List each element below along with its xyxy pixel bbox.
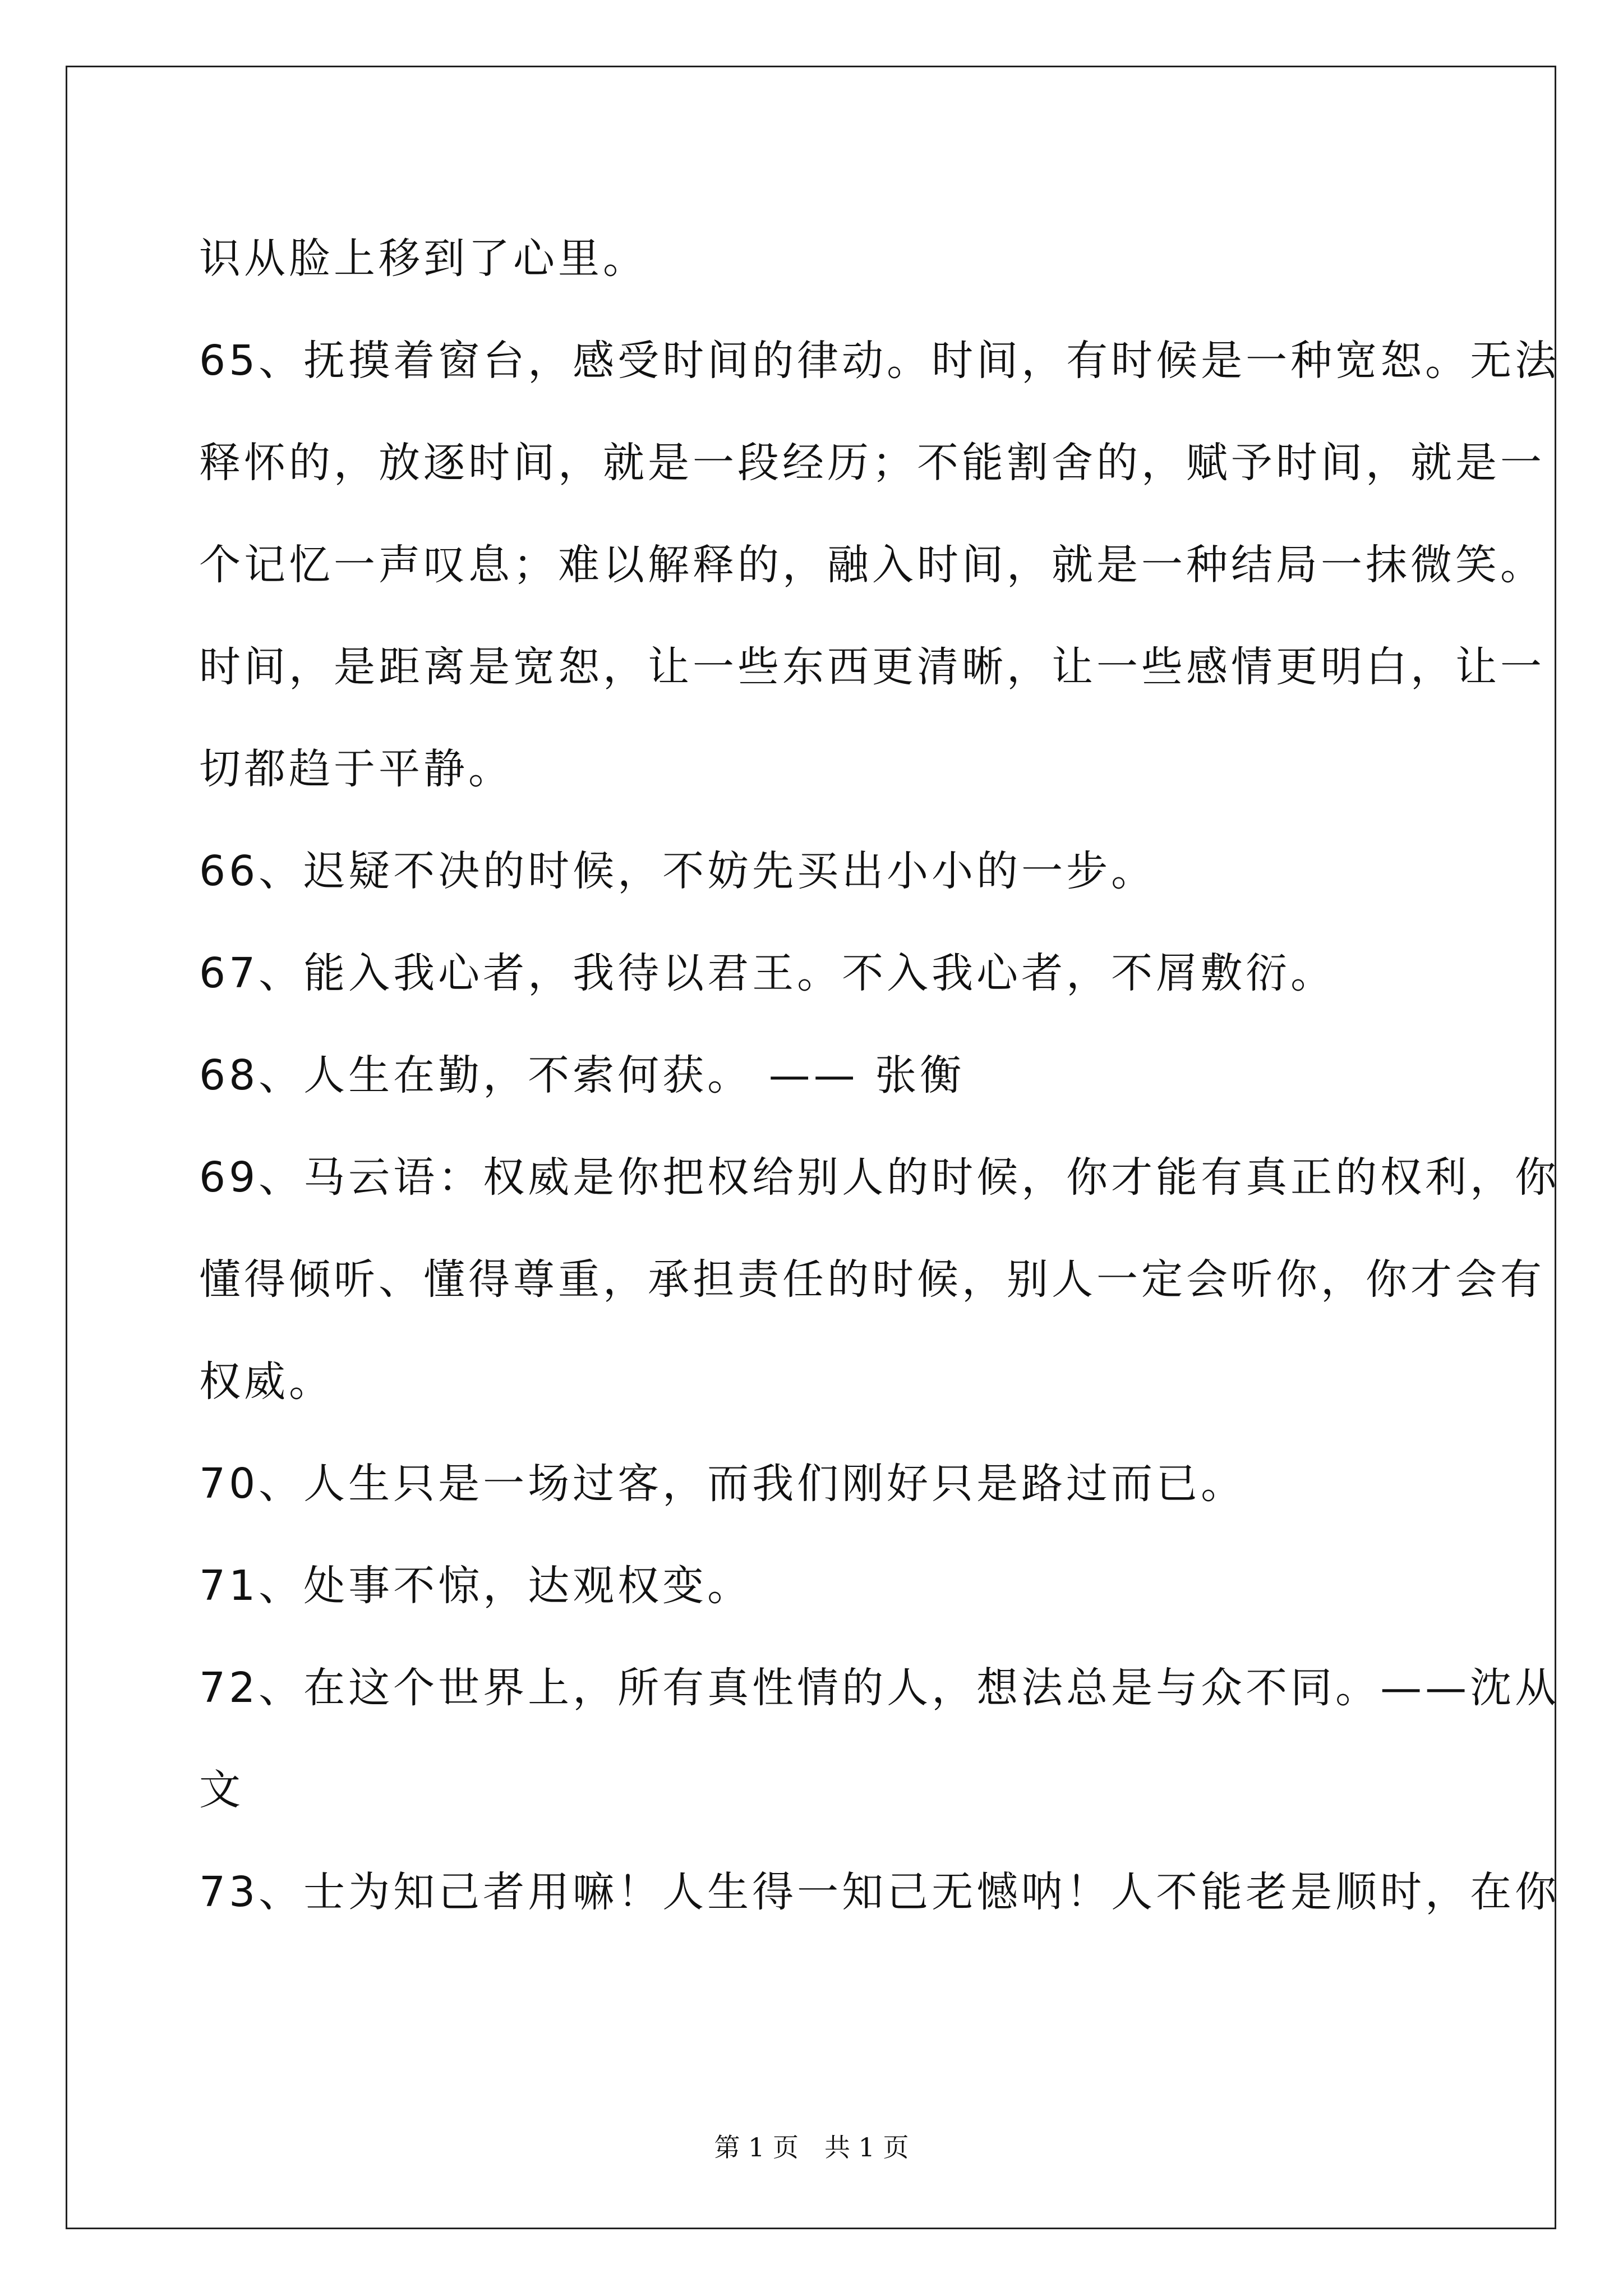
- text-line: 个记忆一声叹息；难以解释的，融入时间，就是一种结局一抹微笑。: [199, 541, 1545, 589]
- text-line: 67、能入我心者，我待以君王。不入我心者，不屑敷衍。: [199, 949, 1336, 997]
- text-line: 73、士为知己者用嘛！人生得一知己无憾呐！人不能老是顺时，在你: [199, 1868, 1560, 1916]
- text-line: 72、在这个世界上，所有真性情的人，想法总是与众不同。——沈从: [199, 1664, 1560, 1712]
- text-line: 文: [199, 1766, 244, 1814]
- document-body: [199, 208, 1560, 1943]
- text-line: 切都趋于平静。: [199, 745, 513, 793]
- text-line: 71、处事不惊，达观权变。: [199, 1562, 753, 1610]
- text-line: 时间，是距离是宽恕，让一些东西更清晰，让一些感情更明白，让一: [199, 643, 1545, 691]
- page-footer: 第 1 页 共 1 页: [714, 2132, 909, 2162]
- text-line: 69、马云语：权威是你把权给别人的时候，你才能有真正的权利，你: [199, 1153, 1560, 1202]
- text-line: 66、迟疑不决的时候，不妨先买出小小的一步。: [199, 847, 1156, 895]
- text-line: 权威。: [199, 1358, 334, 1406]
- text-line: 识从脸上移到了心里。: [199, 234, 648, 283]
- text-line: 68、人生在勤，不索何获。 —— 张衡: [199, 1051, 965, 1099]
- text-line: 释怀的，放逐时间，就是一段经历；不能割舍的，赋予时间，就是一: [199, 439, 1545, 487]
- text-line: 懂得倾听、懂得尊重，承担责任的时候，别人一定会听你，你才会有: [199, 1255, 1545, 1304]
- text-line: 65、抚摸着窗台，感受时间的律动。时间，有时候是一种宽恕。无法: [199, 337, 1560, 385]
- text-line: 70、人生只是一场过客，而我们刚好只是路过而已。: [199, 1460, 1246, 1508]
